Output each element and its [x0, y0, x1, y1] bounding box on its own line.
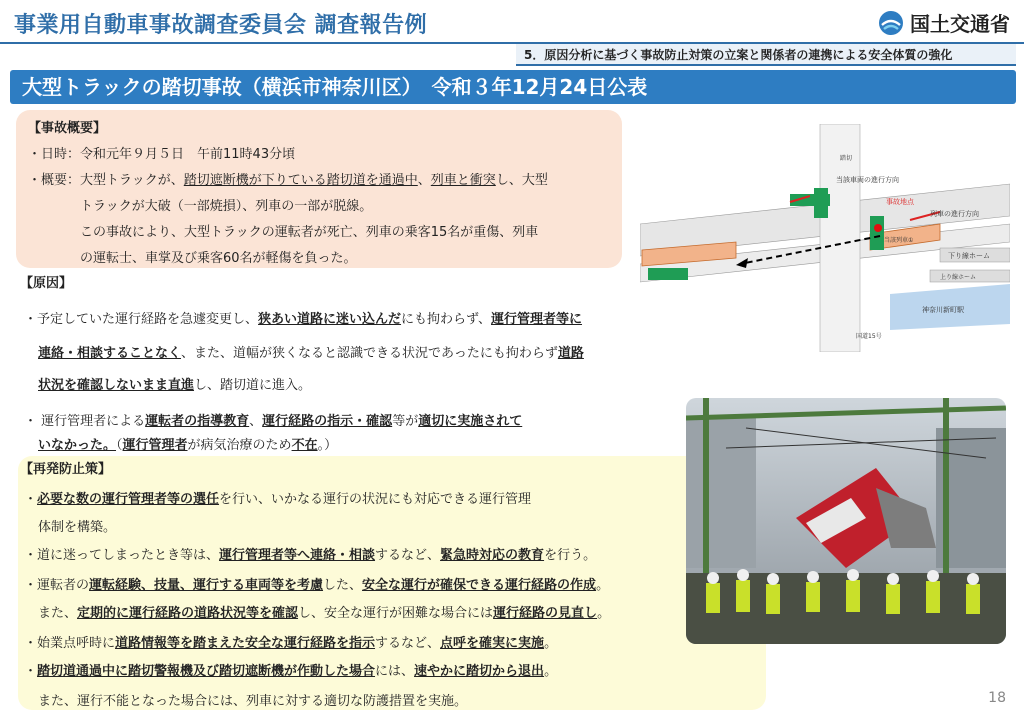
text: 点呼を確実に実施 [440, 636, 545, 651]
accident-photo [686, 398, 1006, 644]
text: には、 [375, 664, 415, 679]
overview-summary-3: この事故により、大型トラックの運転者が死亡、列車の乗客15名が重傷、列車 [80, 225, 539, 240]
text: 連絡・相談することなく [38, 346, 182, 361]
ministry-name: 国土交通省 [910, 12, 1010, 36]
text: 運行管理者等に [491, 312, 583, 327]
text: また、 [38, 606, 78, 621]
text: 。） [317, 438, 338, 453]
overview-label: 【事故概要】 [28, 121, 107, 136]
summary-prefix: ・概要： [28, 173, 81, 188]
cause-label: 【原因】 [20, 276, 73, 291]
text: し、安全な運行が困難な場合には [298, 606, 494, 621]
text: 安全な運行が確保できる運行経路の作成 [362, 578, 597, 593]
text: ・運転者の [24, 578, 90, 593]
text: 。 [597, 606, 611, 621]
prevention-line-2: 体制を構築。 [38, 520, 117, 535]
prevention-line-7 [24, 660, 557, 679]
text: 、 [249, 414, 263, 429]
text: ・道に迷ってしまったとき等は、 [24, 548, 220, 563]
text: 運行管理者等へ連絡・相談 [219, 548, 376, 563]
map-crossing-label: 踏切 [840, 155, 853, 162]
prevention-line-8: また、運行不能となった場合には、列車に対する適切な防護措置を実施。 [38, 694, 468, 709]
map-truck-dir-label: 当該車両の進行方向 [836, 176, 899, 184]
map-road-label: 国道15号 [856, 333, 882, 340]
text: し、踏切道に進入。 [194, 378, 312, 393]
text: （ [116, 438, 123, 453]
overview-date [28, 142, 548, 168]
prevention-line-1 [24, 488, 531, 507]
overview-summary-4: の運転士、車掌及び乗客60名が軽傷を負った。 [80, 251, 357, 266]
text: ・ 運行管理者による [24, 414, 146, 429]
section-subheader: 5．原因分析に基づく事故防止対策の立案と関係者の連携による安全体質の強化 [516, 44, 1016, 66]
prevention-line-4 [24, 574, 609, 593]
text: ・予定していた運行経路を急遽変更し、 [24, 312, 259, 327]
prevention-line-3 [24, 544, 596, 563]
text: した、 [323, 578, 363, 593]
map-platform-down-label: 下り線ホーム [948, 252, 990, 260]
map-platform-up-label: 上り線ホーム [940, 274, 977, 281]
text: 道路 [557, 346, 584, 361]
accident-map [640, 124, 1010, 352]
map-accident-point [874, 224, 882, 232]
text: 状況を確認しないまま直進 [38, 378, 195, 393]
text: 大型トラックが、 [80, 173, 184, 188]
text: 。 [544, 636, 558, 651]
overview-box [16, 110, 622, 268]
cause-line-4 [24, 410, 522, 429]
text: 運行経路の見直し [493, 606, 598, 621]
text: 列車と衝突 [430, 173, 496, 188]
text: 、 [417, 173, 431, 188]
text: 運転者の指導教育 [145, 414, 250, 429]
date-prefix: ・日時： [28, 147, 81, 162]
map-accident-label: 事故地点 [886, 198, 914, 206]
overview-summary-2: トラックが大破（一部焼損）、列車の一部が脱線。 [80, 199, 373, 214]
text: 運転経験、技量、運行する車両等を考慮 [89, 578, 324, 593]
date-value: 令和元年９月５日 午前11時43分頃 [80, 147, 296, 162]
text: ・ [24, 492, 38, 507]
ministry-logo-icon [878, 10, 904, 36]
cause-line-2 [38, 342, 584, 361]
text: 運行経路の指示・確認 [262, 414, 393, 429]
cause-line-5 [38, 434, 337, 453]
text: 道路情報等を踏まえた安全な運行経路を指示 [115, 636, 376, 651]
prevention-line-6 [24, 632, 557, 651]
text: 。 [596, 578, 610, 593]
text: 踏切遮断機が下りている踏切道を通過中 [183, 173, 418, 188]
map-truck-marker-2 [870, 216, 884, 250]
prevention-label: 【再発防止策】 [20, 462, 112, 477]
map-station-label: 神奈川新町駅 [922, 306, 964, 314]
text: にも拘わらず、 [401, 312, 491, 327]
text: 不在 [291, 438, 318, 453]
map-train-dir-label: 列車の進行方向 [930, 210, 979, 218]
map-truck-marker-4 [648, 268, 688, 280]
text: を行い、いかなる運行の状況にも対応できる運行管理 [219, 492, 532, 507]
text: 運行管理者 [122, 438, 188, 453]
overview-summary-1 [28, 168, 548, 194]
text: 緊急時対応の教育 [440, 548, 545, 563]
cause-line-3 [38, 374, 311, 393]
text: 定期的に運行経路の道路状況等を確認 [77, 606, 299, 621]
text: いなかった。 [38, 438, 117, 453]
cause-line-1 [24, 308, 582, 327]
text: 、また、道幅が狭くなると認識できる状況であったにも拘わらず [181, 346, 558, 361]
text: 等が [392, 414, 419, 429]
text: ・ [24, 664, 38, 679]
prevention-line-5 [38, 602, 610, 621]
text: 踏切道通過中に踏切警報機及び踏切遮断機が作動した場合 [37, 664, 376, 679]
text: 必要な数の運行管理者等の選任 [37, 492, 220, 507]
page-number: 18 [988, 690, 1006, 706]
case-banner: 大型トラックの踏切事故（横浜市神奈川区） 令和３年12月24日公表 [10, 70, 1016, 104]
text: するなど、 [375, 548, 441, 563]
text: 。 [544, 664, 558, 679]
text: 適切に実施されて [418, 414, 523, 429]
text: 狭あい道路に迷い込んだ [258, 312, 402, 327]
text: するなど、 [375, 636, 441, 651]
map-train-label: 当該列車① [884, 237, 914, 244]
page-title: 事業用自動車事故調査委員会 調査報告例 [14, 13, 428, 38]
ministry-brand [878, 8, 1010, 37]
text: し、大型 [495, 173, 548, 188]
text: ・始業点呼時に [24, 636, 116, 651]
accident-photo-image [686, 398, 1006, 644]
text: を行う。 [544, 548, 597, 563]
text: が病気治療のため [187, 438, 292, 453]
text: 速やかに踏切から退出 [414, 664, 545, 679]
